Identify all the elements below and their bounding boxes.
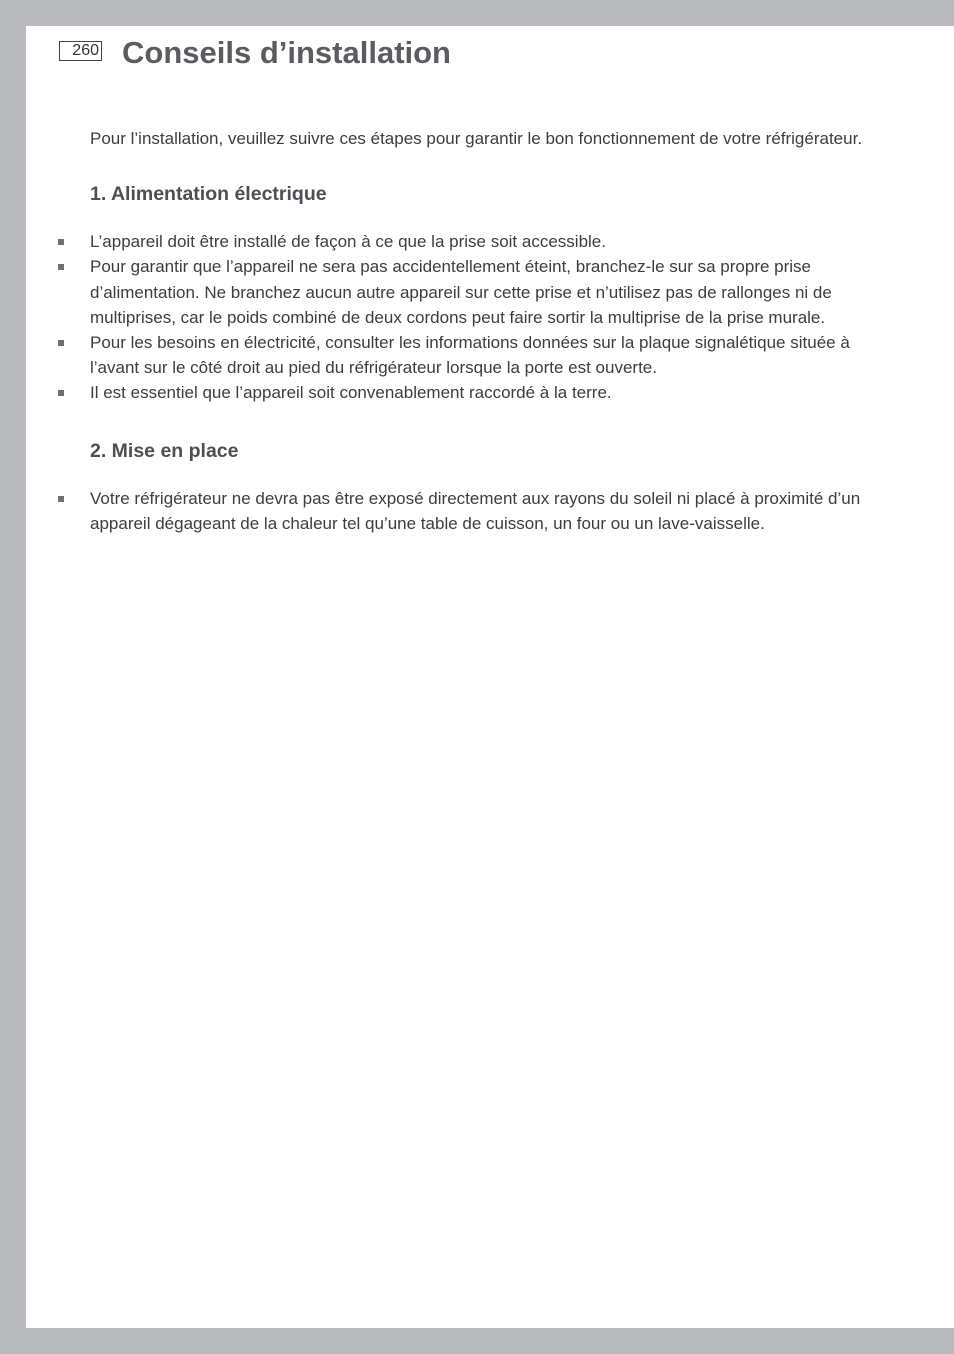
page-number: 260 (59, 41, 102, 61)
section-heading-power-supply: 1. Alimentation électrique (90, 183, 327, 206)
page-title: Conseils d’installation (122, 35, 451, 70)
page-content (90, 126, 890, 536)
square-bullet-icon (58, 264, 64, 270)
list-item (90, 229, 890, 254)
list-item (90, 380, 890, 405)
intro-paragraph: Pour l’installation, veuillez suivre ces étapes pour garantir le bon fonctionnement de votre réfrigérateur. (90, 129, 863, 148)
list-item-text: Il est essentiel que l’appareil soit convenablement raccordé à la terre. (90, 383, 612, 403)
list-item (90, 486, 890, 536)
square-bullet-icon (58, 239, 64, 245)
square-bullet-icon (58, 340, 64, 346)
section-heading-placement: 2. Mise en place (90, 439, 239, 462)
square-bullet-icon (58, 390, 64, 396)
square-bullet-icon (58, 496, 64, 502)
list-item-text: L’appareil doit être installé de façon à ce que la prise soit accessible. (90, 232, 606, 252)
placement-list (90, 486, 890, 536)
document-page (26, 26, 954, 1328)
list-item-text: Pour garantir que l’appareil ne sera pas accidentellement éteint, branchez-le sur sa propre prise d’alimentation. Ne branchez aucun autre appareil sur cette prise et n’utilisez pas de rallonges ni de multiprises, car le poids combiné de deux cordons peut faire sortir la multiprise de la prise murale. (90, 257, 832, 327)
list-item (90, 254, 890, 330)
list-item-text: Pour les besoins en électricité, consulter les informations données sur la plaque signalétique située à l’avant sur le côté droit au pied du réfrigérateur lorsque la porte est ouverte. (90, 333, 850, 378)
power-supply-list (90, 229, 890, 405)
list-item (90, 330, 890, 380)
list-item-text: Votre réfrigérateur ne devra pas être exposé directement aux rayons du soleil ni placé à proximité d’un appareil dégageant de la chaleur tel qu’une table de cuisson, un four ou un lave-vaisselle. (90, 488, 861, 533)
